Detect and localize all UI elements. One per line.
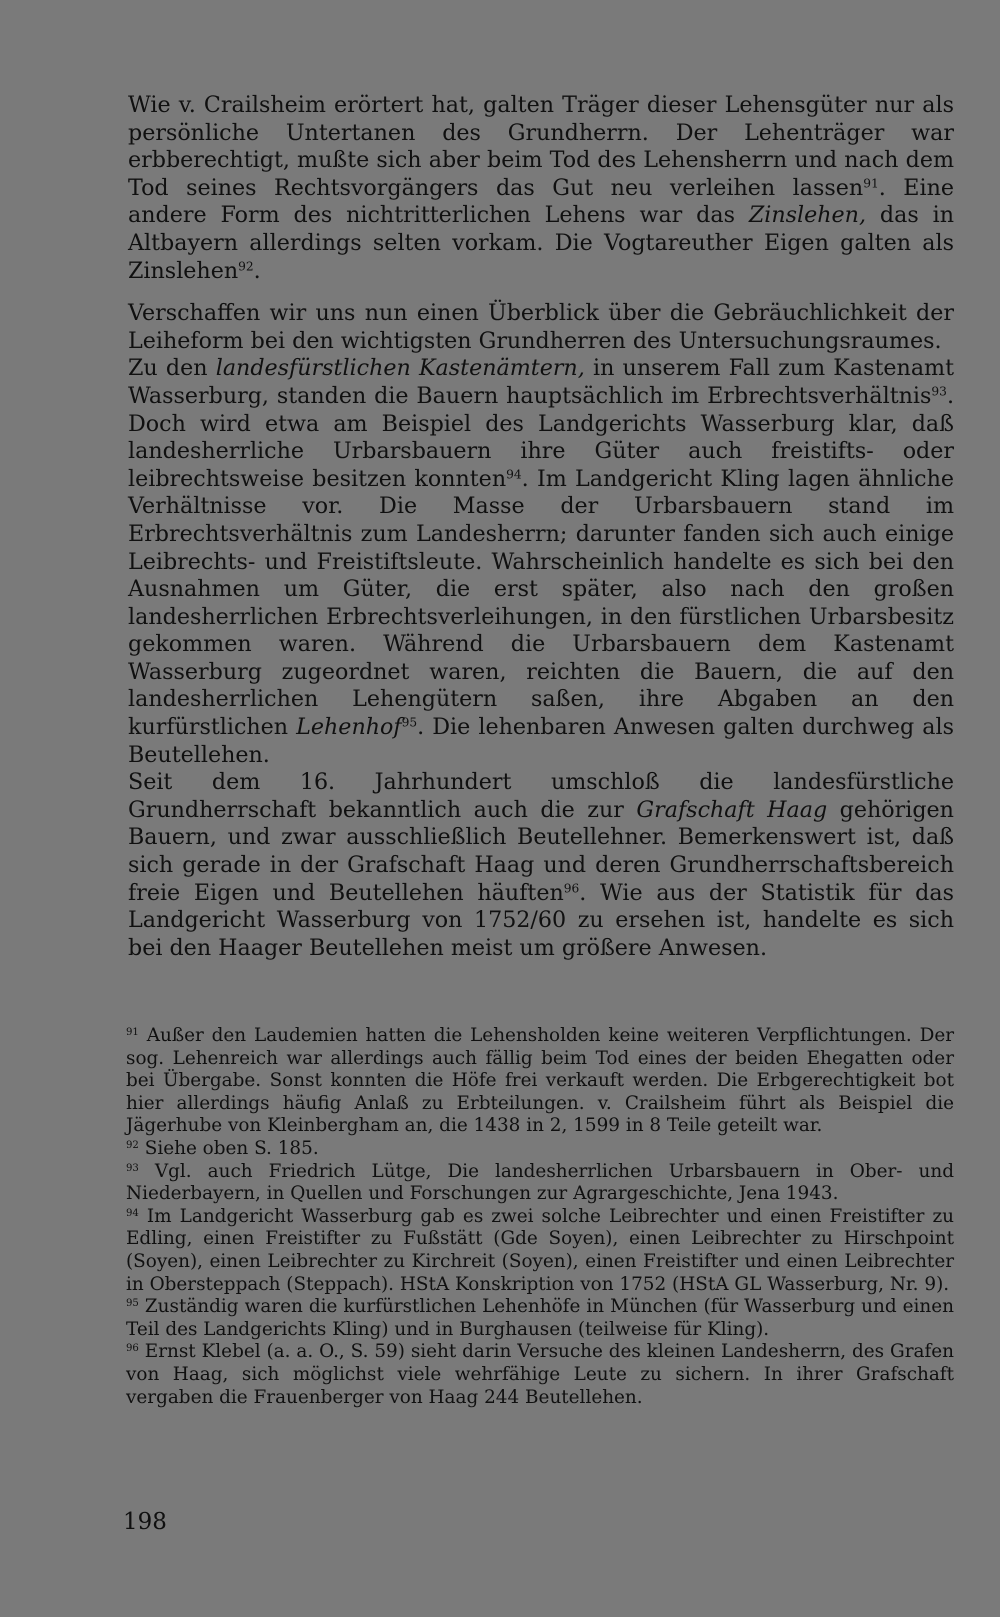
footnote-text: Außer den Laudemien hatten die Lehensholden keine weiteren Verpflichtungen. Der sog. Lehenreich war allerdings auch fällig beim Tod eines der beiden Ehegatten oder bei Übergabe. Sonst konnten die Höfe frei verkauft werden. Die Erbgerechtigkeit bot hier allerdings häufig Anlaß zu Erbteilungen. v. Crailsheim führt als Beispiel die Jägerhube von Kleinbergham an, die 1438 in 2, 1599 in 8 Teile geteilt war. <box>126 1025 954 1137</box>
main-text <box>128 92 954 962</box>
text-run: das in Altbayern allerdings selten vorkam. Die Vogtareuther Eigen galten als Zinslehen <box>128 202 954 284</box>
footnote-number: 95 <box>126 1298 139 1310</box>
paragraph <box>128 92 954 285</box>
footnote <box>126 1138 954 1161</box>
text-run: . <box>253 257 261 284</box>
paragraph <box>128 300 954 355</box>
italic-term: landesfürstlichen Kastenämtern, <box>215 355 585 382</box>
footnote-ref: 92 <box>238 259 254 274</box>
footnote-ref: 93 <box>931 384 947 399</box>
footnote-ref: 95 <box>401 715 418 730</box>
footnote-text: Siehe oben S. 185. <box>144 1137 319 1159</box>
footnote <box>126 1206 954 1296</box>
text-run: . Wie aus der Statistik für das Landgericht Wasserburg von 1752/60 zu ersehen ist, handelte es sich bei den Haager Beutellehen meist um größere Anwesen. <box>128 879 955 961</box>
footnote-text: Ernst Klebel (a. a. O., S. 59) sieht darin Versuche des kleinen Landesherrn, des Grafen von Haag, sich möglichst viele wehrfähige Leute zu sichern. In ihrer Grafschaft vergaben die Frauenberger von Haag 244 Beutellehen. <box>126 1341 954 1408</box>
footnote-text: Vgl. auch Friedrich Lütge, Die landesherrlichen Urbarsbauern in Ober- und Niederbayern, in Quellen und Forschungen zur Agrargeschichte, Jena 1943. <box>126 1160 954 1205</box>
footnote-number: 94 <box>126 1207 139 1219</box>
text-run: Zu den <box>128 355 216 382</box>
footnote <box>126 1161 954 1206</box>
text-run: in unserem Fall zum Kastenamt Wasserburg, standen die Bauern hauptsächlich im Erbrechtsverhältnis <box>128 355 955 409</box>
footnote <box>126 1296 954 1341</box>
footnotes <box>126 1025 954 1409</box>
text-run: Wie v. Crailsheim erörtert hat, galten Träger dieser Lehensgüter nur als persönliche Untertanen des Grundherrn. Der Lehenträger war erbberechtigt, mußte sich aber beim Tod des Lehensherrn und nach dem Tod seines Rechtsvorgängers das Gut neu verleihen lassen <box>128 92 954 201</box>
text-run: Seit dem 16. Jahrhundert umschloß die landesfürstliche Grundherrschaft bekanntlich auch die zur <box>128 769 954 823</box>
footnote <box>126 1025 954 1138</box>
text-run: . Eine andere Form des nichtritterlichen Lehens war das <box>128 174 954 229</box>
footnote <box>126 1341 954 1409</box>
footnote-number: 96 <box>126 1343 139 1355</box>
text-run: . Doch wird etwa am Beispiel des Landgerichts Wasserburg klar, daß landesherrliche Urbarsbauern ihre Güter auch freistifts- oder leibrechtsweise besitzen konnten <box>128 382 954 492</box>
italic-term: Lehenhof <box>296 714 402 741</box>
text-run: . Die lehenbaren Anwesen galten durchweg als Beutellehen. <box>128 714 954 768</box>
footnote-text: Zuständig waren die kurfürstlichen Lehenhöfe in München (für Wasserburg und einen Teil des Landgerichts Kling) und in Burghausen (teilweise für Kling). <box>126 1296 954 1340</box>
footnote-ref: 96 <box>563 881 580 896</box>
footnote-ref: 91 <box>863 176 879 191</box>
page-number: 198 <box>123 1509 167 1535</box>
italic-term: Zinslehen, <box>748 202 867 229</box>
italic-term: Grafschaft Haag <box>636 796 828 823</box>
footnote-number: 91 <box>126 1026 139 1038</box>
footnote-number: 93 <box>126 1162 139 1174</box>
footnote-text: Im Landgericht Wasserburg gab es zwei solche Leibrechter und einen Freistifter zu Edling, einen Freistifter zu Fußstätt (Gde Soyen), einen Leibrechter zu Hirschpoint (Soyen), einen Leibrechter zu Kirchreit (Soyen), einen Freistifter und einen Leibrechter in Obersteppach (Steppach). HStA Konskription von 1752 (HStA GL Wasserburg, Nr. 9). <box>126 1205 954 1295</box>
paragraph <box>128 355 954 769</box>
footnote-ref: 94 <box>506 467 522 482</box>
footnote-number: 92 <box>126 1139 139 1151</box>
paragraph <box>128 769 954 962</box>
text-run: Verschaffen wir uns nun einen Überblick über die Gebräuchlichkeit der Leiheform bei den wichtigsten Grundherren des Untersuchungsraumes. <box>128 300 954 354</box>
text-run: . Im Landgericht Kling lagen ähnliche Verhältnisse vor. Die Masse der Urbarsbauern stand im Erbrechtsverhältnis zum Landesherrn; darunter fanden sich auch einige Leibrechts- und Freistiftsleute. Wahrscheinlich handelte es sich bei den Ausnahmen um Güter, die erst später, also nach den großen landesherrlichen Erbrechtsverleihungen, in den fürstlichen Urbarsbesitz gekommen waren. Während die Urbarsbauern dem Kastenamt Wasserburg zugeordnet waren, reichten die Bauern, die auf den landesherrlichen Lehengütern saßen, ihre Abgaben an den kurfürstlichen <box>128 465 954 741</box>
text-run: gehörigen Bauern, und zwar ausschließlich Beutellehner. Bemerkenswert ist, daß sich gerade in der Grafschaft Haag und deren Grundherrschaftsbereich freie Eigen und Beutellehen häuften <box>128 796 954 906</box>
